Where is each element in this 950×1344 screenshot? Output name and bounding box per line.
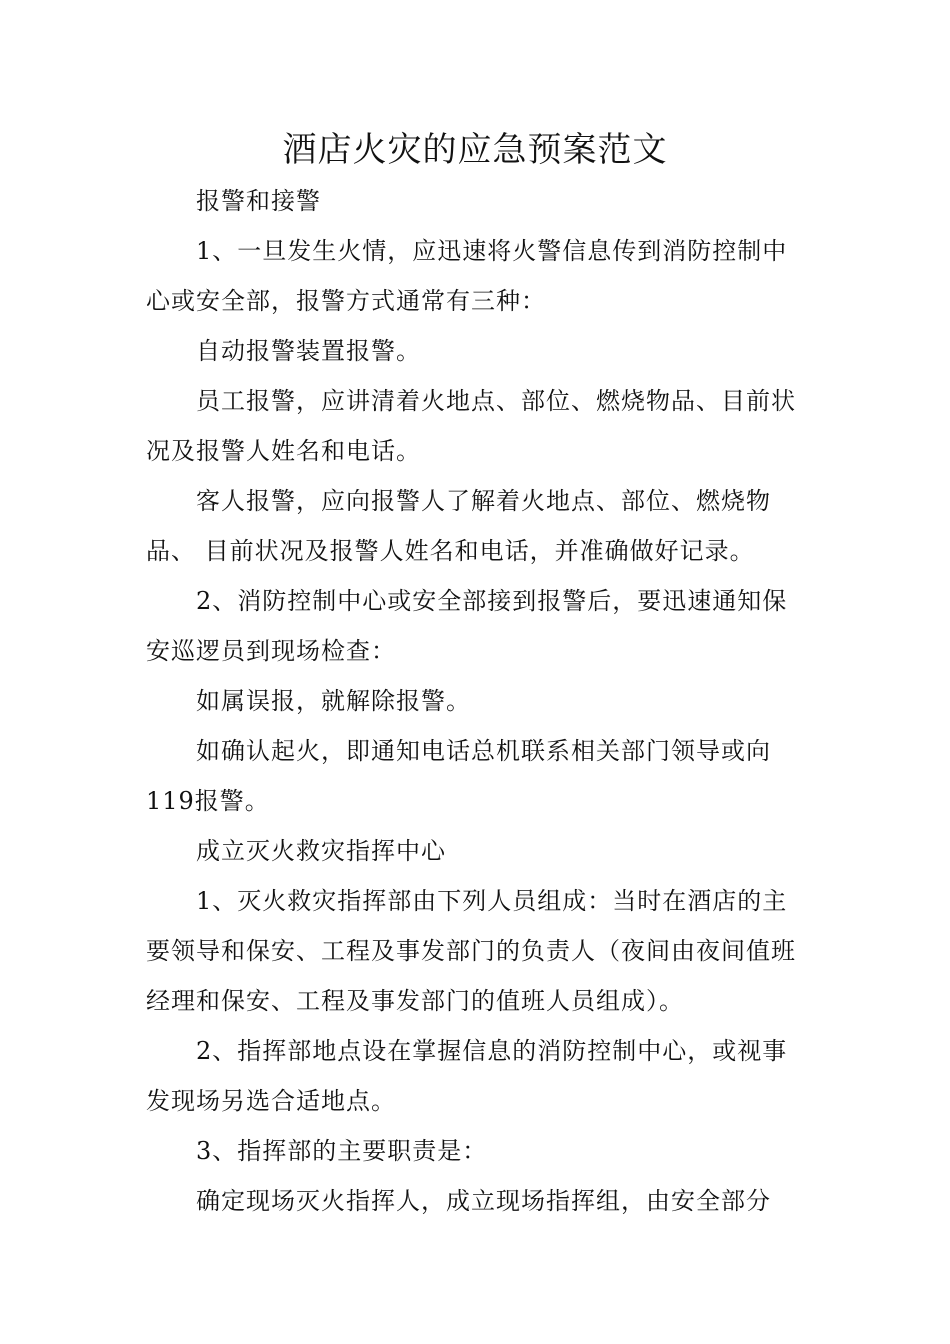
document-title: 酒店火灾的应急预案范文	[282, 130, 668, 170]
paragraph: 客人报警，应向报警人了解着火地点、部位、燃烧物品、 目前状况及报警人姓名和电话，并准确做好记录。	[146, 487, 771, 565]
document-body	[146, 176, 808, 1226]
paragraph: 2、指挥部地点设在掌握信息的消防控制中心，或视事发现场另选合适地点。	[146, 1037, 788, 1115]
paragraph: 如确认起火，即通知电话总机联系相关部门领导或向119报警。	[146, 737, 771, 815]
paragraph: 自动报警装置报警。	[196, 337, 421, 365]
paragraph: 1、一旦发生火情，应迅速将火警信息传到消防控制中心或安全部，报警方式通常有三种：	[146, 237, 788, 315]
paragraph: 1、灭火救灾指挥部由下列人员组成：当时在酒店的主要领导和保安、工程及事发部门的负责人（夜间由夜间值班经理和保安、工程及事发部门的值班人员组成）。	[146, 887, 796, 1015]
paragraph: 成立灭火救灾指挥中心	[196, 837, 446, 865]
paragraph: 如属误报，就解除报警。	[196, 687, 471, 715]
paragraph: 3、指挥部的主要职责是：	[196, 1137, 488, 1165]
paragraph: 确定现场灭火指挥人，成立现场指挥组，由安全部分	[196, 1187, 771, 1215]
paragraph: 2、消防控制中心或安全部接到报警后，要迅速通知保安巡逻员到现场检查：	[146, 587, 788, 665]
paragraph: 员工报警，应讲清着火地点、部位、燃烧物品、目前状况及报警人姓名和电话。	[146, 387, 796, 465]
paragraph: 报警和接警	[196, 187, 321, 215]
